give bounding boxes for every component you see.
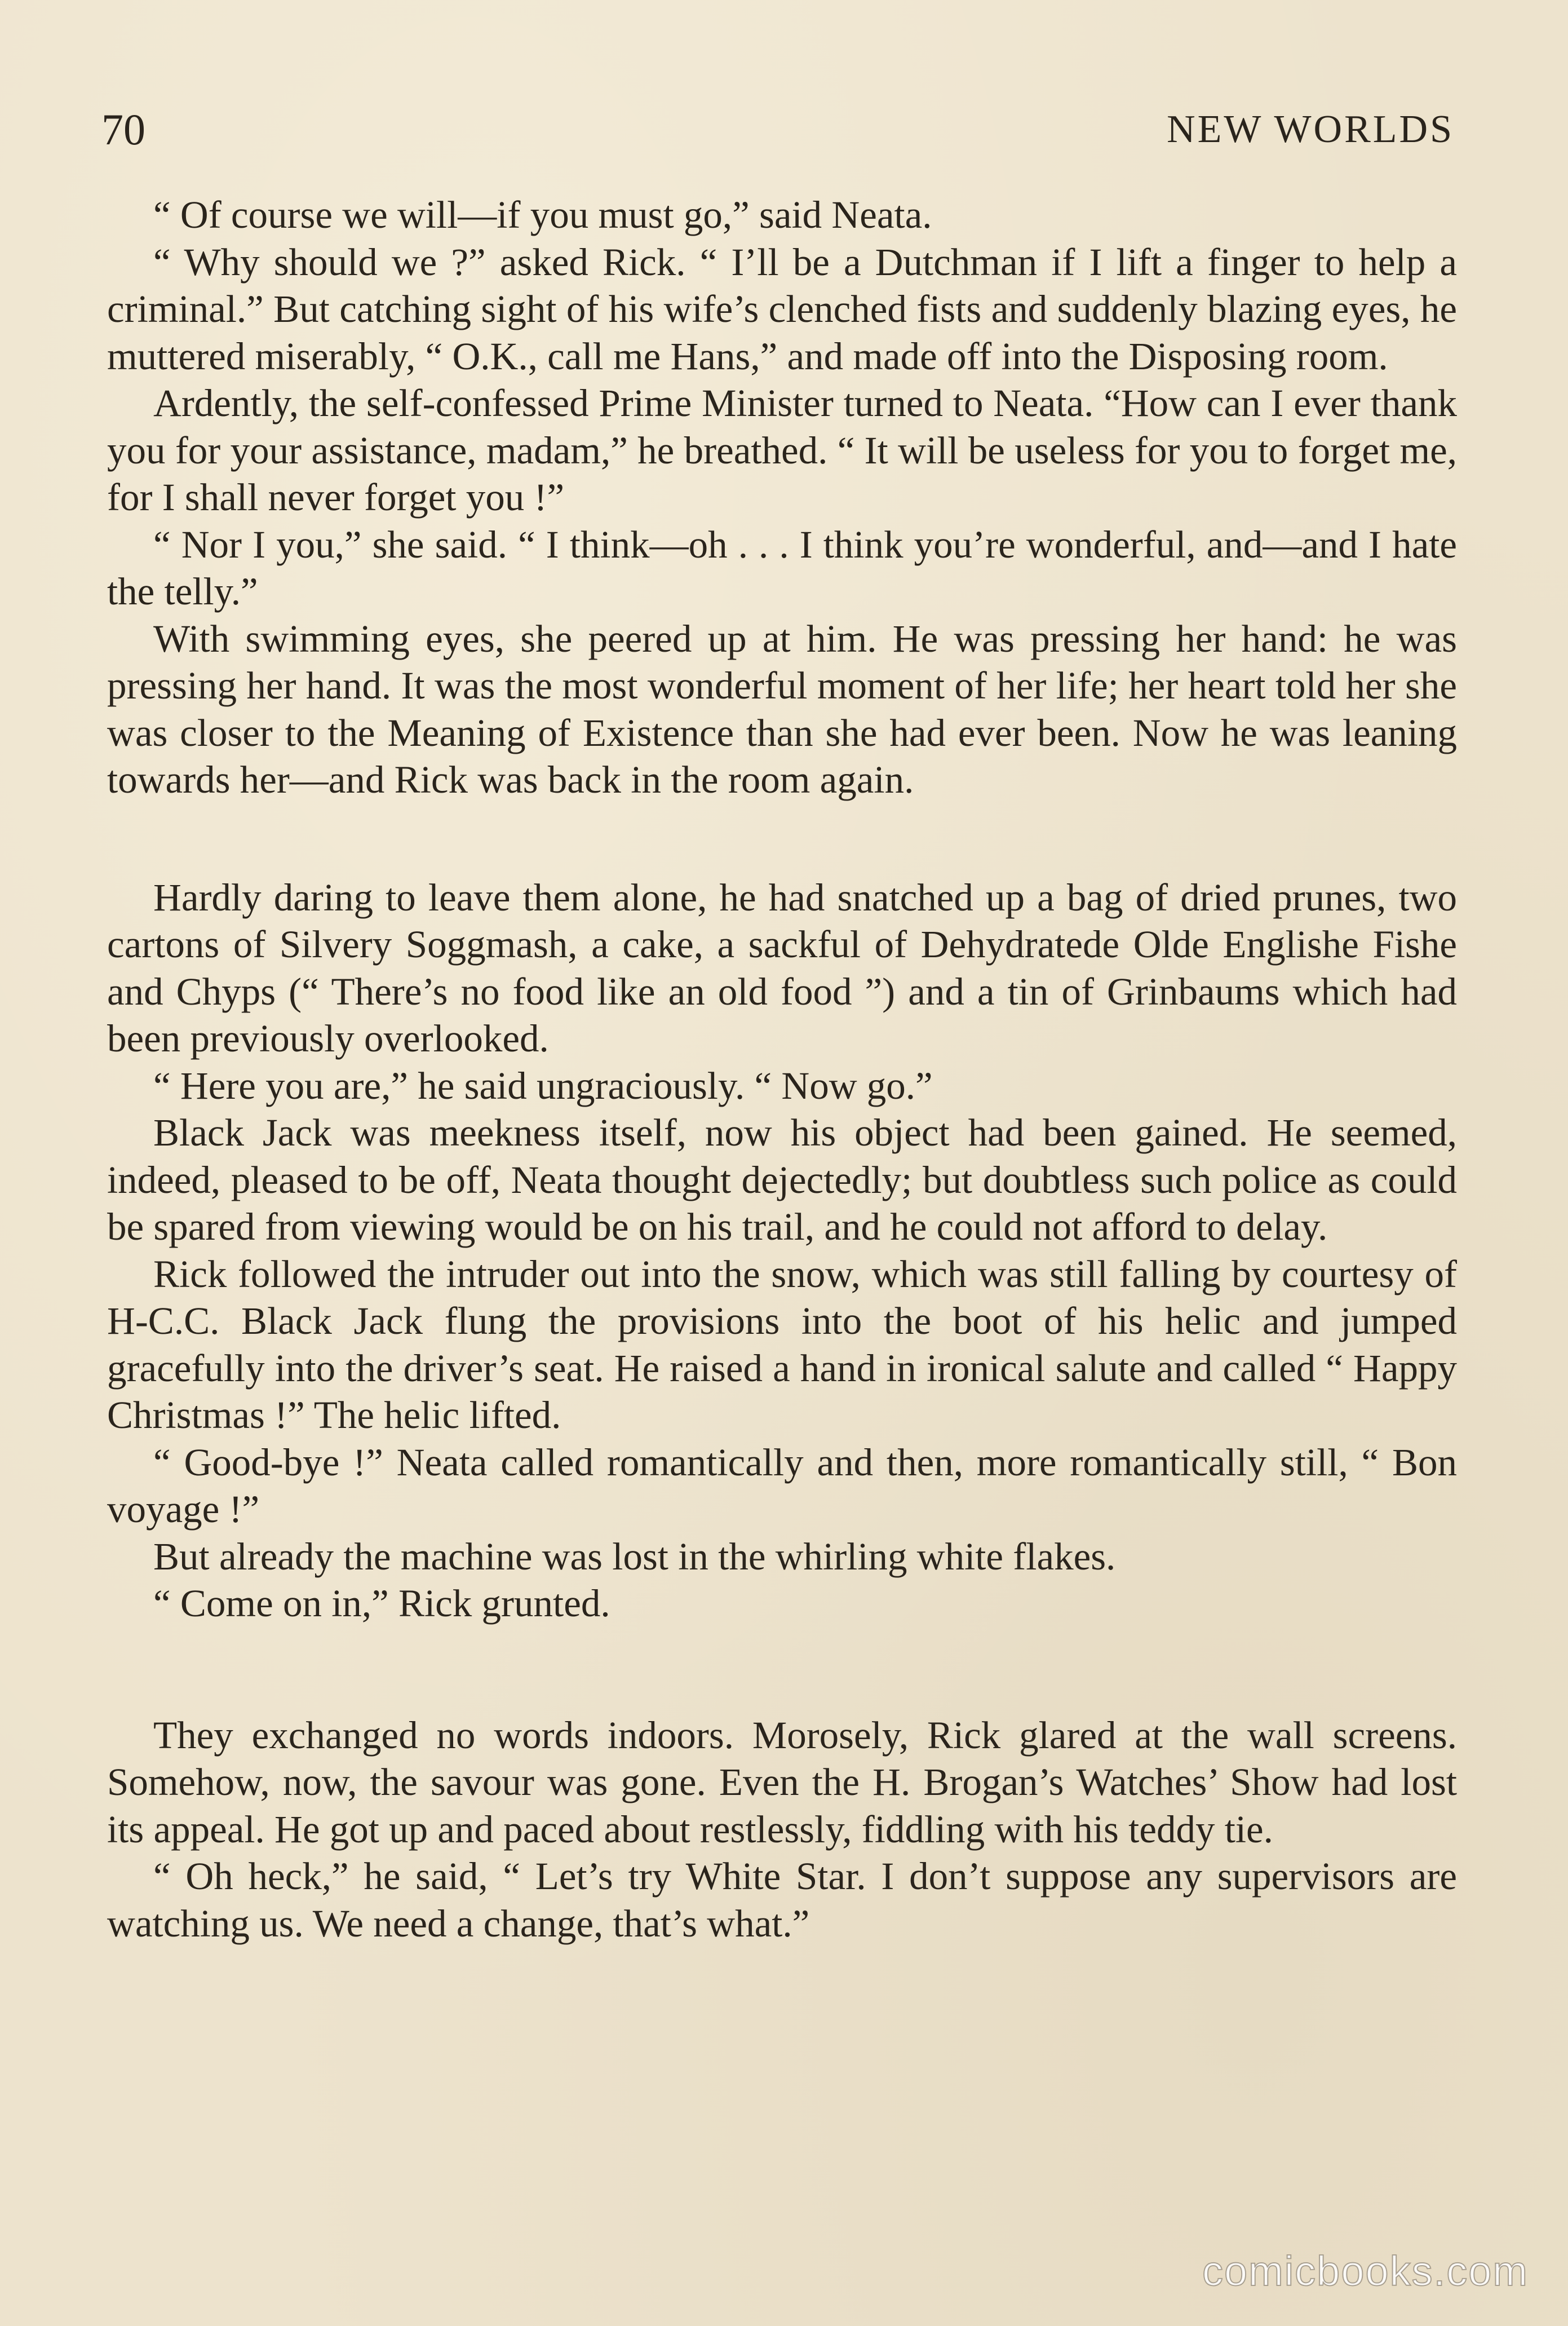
paragraph: Ardently, the self-confessed Prime Minister turned to Neata. “How can I ever thank you for your assistance, madam,” he breathed. “ It will be useless for you to forget me, for I shall never forget you !” [107,382,1457,519]
paragraph: “ Oh heck,” he said, “ Let’s try White Star. I don’t suppose any supervisors are watching us. We need a change, that’s what.” [107,1855,1457,1945]
page-number: 70 [101,105,145,154]
paragraph: They exchanged no words indoors. Morosely, Rick glared at the wall screens. Somehow, now, the savour was gone. Even the H. Brogan’s Watches’ Show had lost its appeal. He got up and paced about restlessly, fiddling with his teddy tie. [107,1713,1457,1851]
running-head: NEW WORLDS [1167,108,1454,151]
paragraph: “ Good-bye !” Neata called romantically and then, more romantically still, “ Bon voyage !” [107,1440,1457,1531]
paragraph: Black Jack was meekness itself, now his object had been gained. He seemed, indeed, pleased to be off, Neata thought dejectedly; but doubtless such police as could be spared from viewing would be on his trail, and he could not afford to delay. [107,1111,1457,1248]
watermark: comicbooks.com [1202,2248,1529,2294]
paragraph: Rick followed the intruder out into the snow, which was still falling by courtesy of H-C.C. Black Jack flung the provisions into the boot of his helic and jumped gracefully into the driver’s seat. He raised a hand in ironical salute and called “ Happy Christmas !” The helic lifted. [107,1252,1457,1436]
paragraph: “ Here you are,” he said ungraciously. “ Now go.” [153,1064,933,1107]
paragraph: “ Of course we will—if you must go,” said Neata. [153,193,932,236]
paragraph: “ Nor I you,” she said. “ I think—oh . . . I think you’re wonderful, and—and I hate the telly.” [107,523,1457,613]
section-break [107,1628,1457,1712]
page-header [101,99,1454,161]
paragraph: “ Come on in,” Rick grunted. [153,1582,610,1625]
paragraph: Hardly daring to leave them alone, he had snatched up a bag of dried prunes, two cartons of Silvery Soggmash, a cake, a sackful of Dehydratede Olde Englishe Fishe and Chyps (“ There’s no food like an old food ”) and a tin of Grinbaums which had been previously overlooked. [107,875,1457,1060]
paragraph: “ Why should we ?” asked Rick. “ I’ll be a Dutchman if I lift a finger to help a criminal.” But catching sight of his wife’s clenched fists and suddenly blazing eyes, he muttered miserably, “ O.K., call me Hans,” and made off into the Disposing room. [107,240,1457,378]
section-break [107,804,1457,874]
body-text [107,192,1457,1947]
paragraph: With swimming eyes, she peered up at him. He was pressing her hand: he was pressing her hand. It was the most wonderful moment of her life; her heart told her she was closer to the Meaning of Existence than she had ever been. Now he was leaning towards her—and Rick was back in the room again. [107,617,1457,801]
paragraph: But already the machine was lost in the whirling white flakes. [153,1535,1116,1578]
